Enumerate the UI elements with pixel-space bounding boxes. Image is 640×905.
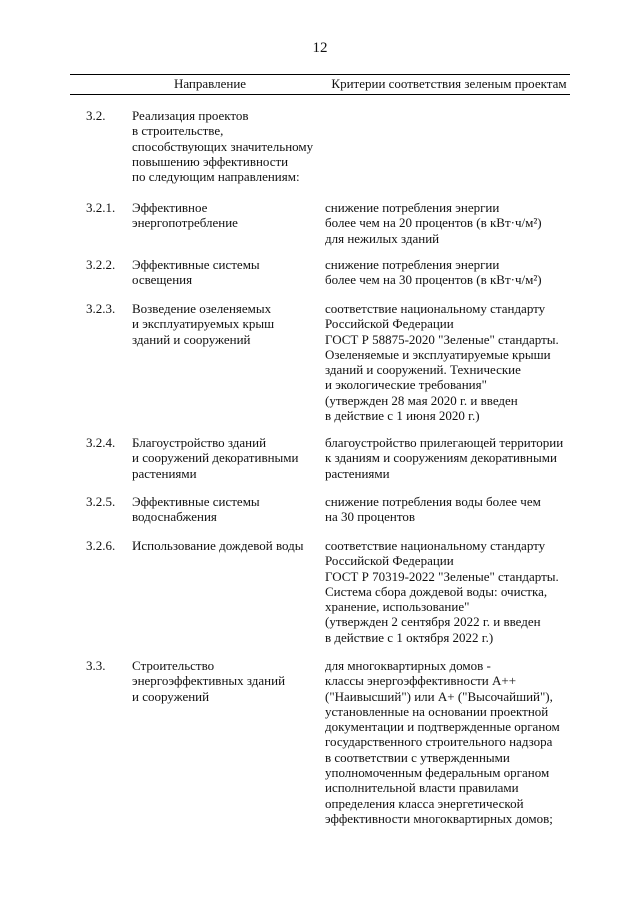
table-header — [70, 74, 570, 96]
row-direction: Строительство энергоэффективных зданий и сооружений — [132, 658, 286, 704]
table-top-rule — [70, 74, 570, 75]
row-number: 3.2.5. — [86, 494, 116, 509]
row-number: 3.2.2. — [86, 257, 116, 272]
row-number: 3.2.3. — [86, 301, 116, 316]
row-criteria: для многоквартирных домов - классы энергоэффективности А++ ("Наивысший") или А+ ("Высочайший"), установленные на основании проектной документации и подтвержденные органом государственного строительного надзора в соответствии с утвержденными уполномоченным федеральным органом исполнительной власти правилами определения класса энергетической эффективности многоквартирных домов; — [325, 658, 560, 826]
row-number: 3.3. — [86, 658, 106, 673]
row-number: 3.2.6. — [86, 538, 116, 553]
row-direction: Эффективные системы освещения — [132, 257, 260, 288]
table-header-rule — [70, 94, 570, 95]
row-criteria: снижение потребления энергии более чем на 30 процентов (в кВт·ч/м²) — [325, 257, 542, 288]
row-number: 3.2. — [86, 108, 106, 123]
row-direction: Благоустройство зданий и сооружений декоративными растениями — [132, 435, 299, 481]
page-number: 12 — [312, 40, 328, 56]
row-criteria: снижение потребления энергии более чем на 20 процентов (в кВт·ч/м²) для нежилых зданий — [325, 200, 542, 246]
row-direction: Использование дождевой воды — [132, 538, 304, 553]
row-number: 3.2.4. — [86, 435, 116, 450]
row-criteria: соответствие национальному стандарту Российской Федерации ГОСТ Р 70319-2022 "Зеленые" стандарты. Система сбора дождевой воды: очистка, хранение, использование" (утвержден 2 сентября 2022 г. и введен в действие с 1 октября 2022 г.) — [325, 538, 559, 645]
header-criteria: Критерии соответствия зеленым проектам — [331, 76, 567, 91]
row-number: 3.2.1. — [86, 200, 116, 215]
row-direction: Реализация проектов в строительстве, способствующих значительному повышению эффективности по следующим направлениям: — [132, 108, 314, 185]
row-criteria: снижение потребления воды более чем на 30 процентов — [325, 494, 541, 525]
row-direction: Эффективные системы водоснабжения — [132, 494, 260, 525]
row-criteria: соответствие национальному стандарту Российской Федерации ГОСТ Р 58875-2020 "Зеленые" стандарты. Озеленяемые и эксплуатируемые крыши зданий и сооружений. Технические и экологические требования" (утвержден 28 мая 2020 г. и введен в действие с 1 июня 2020 г.) — [325, 301, 559, 424]
header-direction: Направление — [173, 76, 247, 91]
row-direction: Эффективное энергопотребление — [132, 200, 238, 231]
row-criteria: благоустройство прилегающей территории к зданиям и сооружениям декоративными растениями — [325, 435, 564, 481]
row-direction: Возведение озеленяемых и эксплуатируемых крыш зданий и сооружений — [132, 301, 275, 347]
